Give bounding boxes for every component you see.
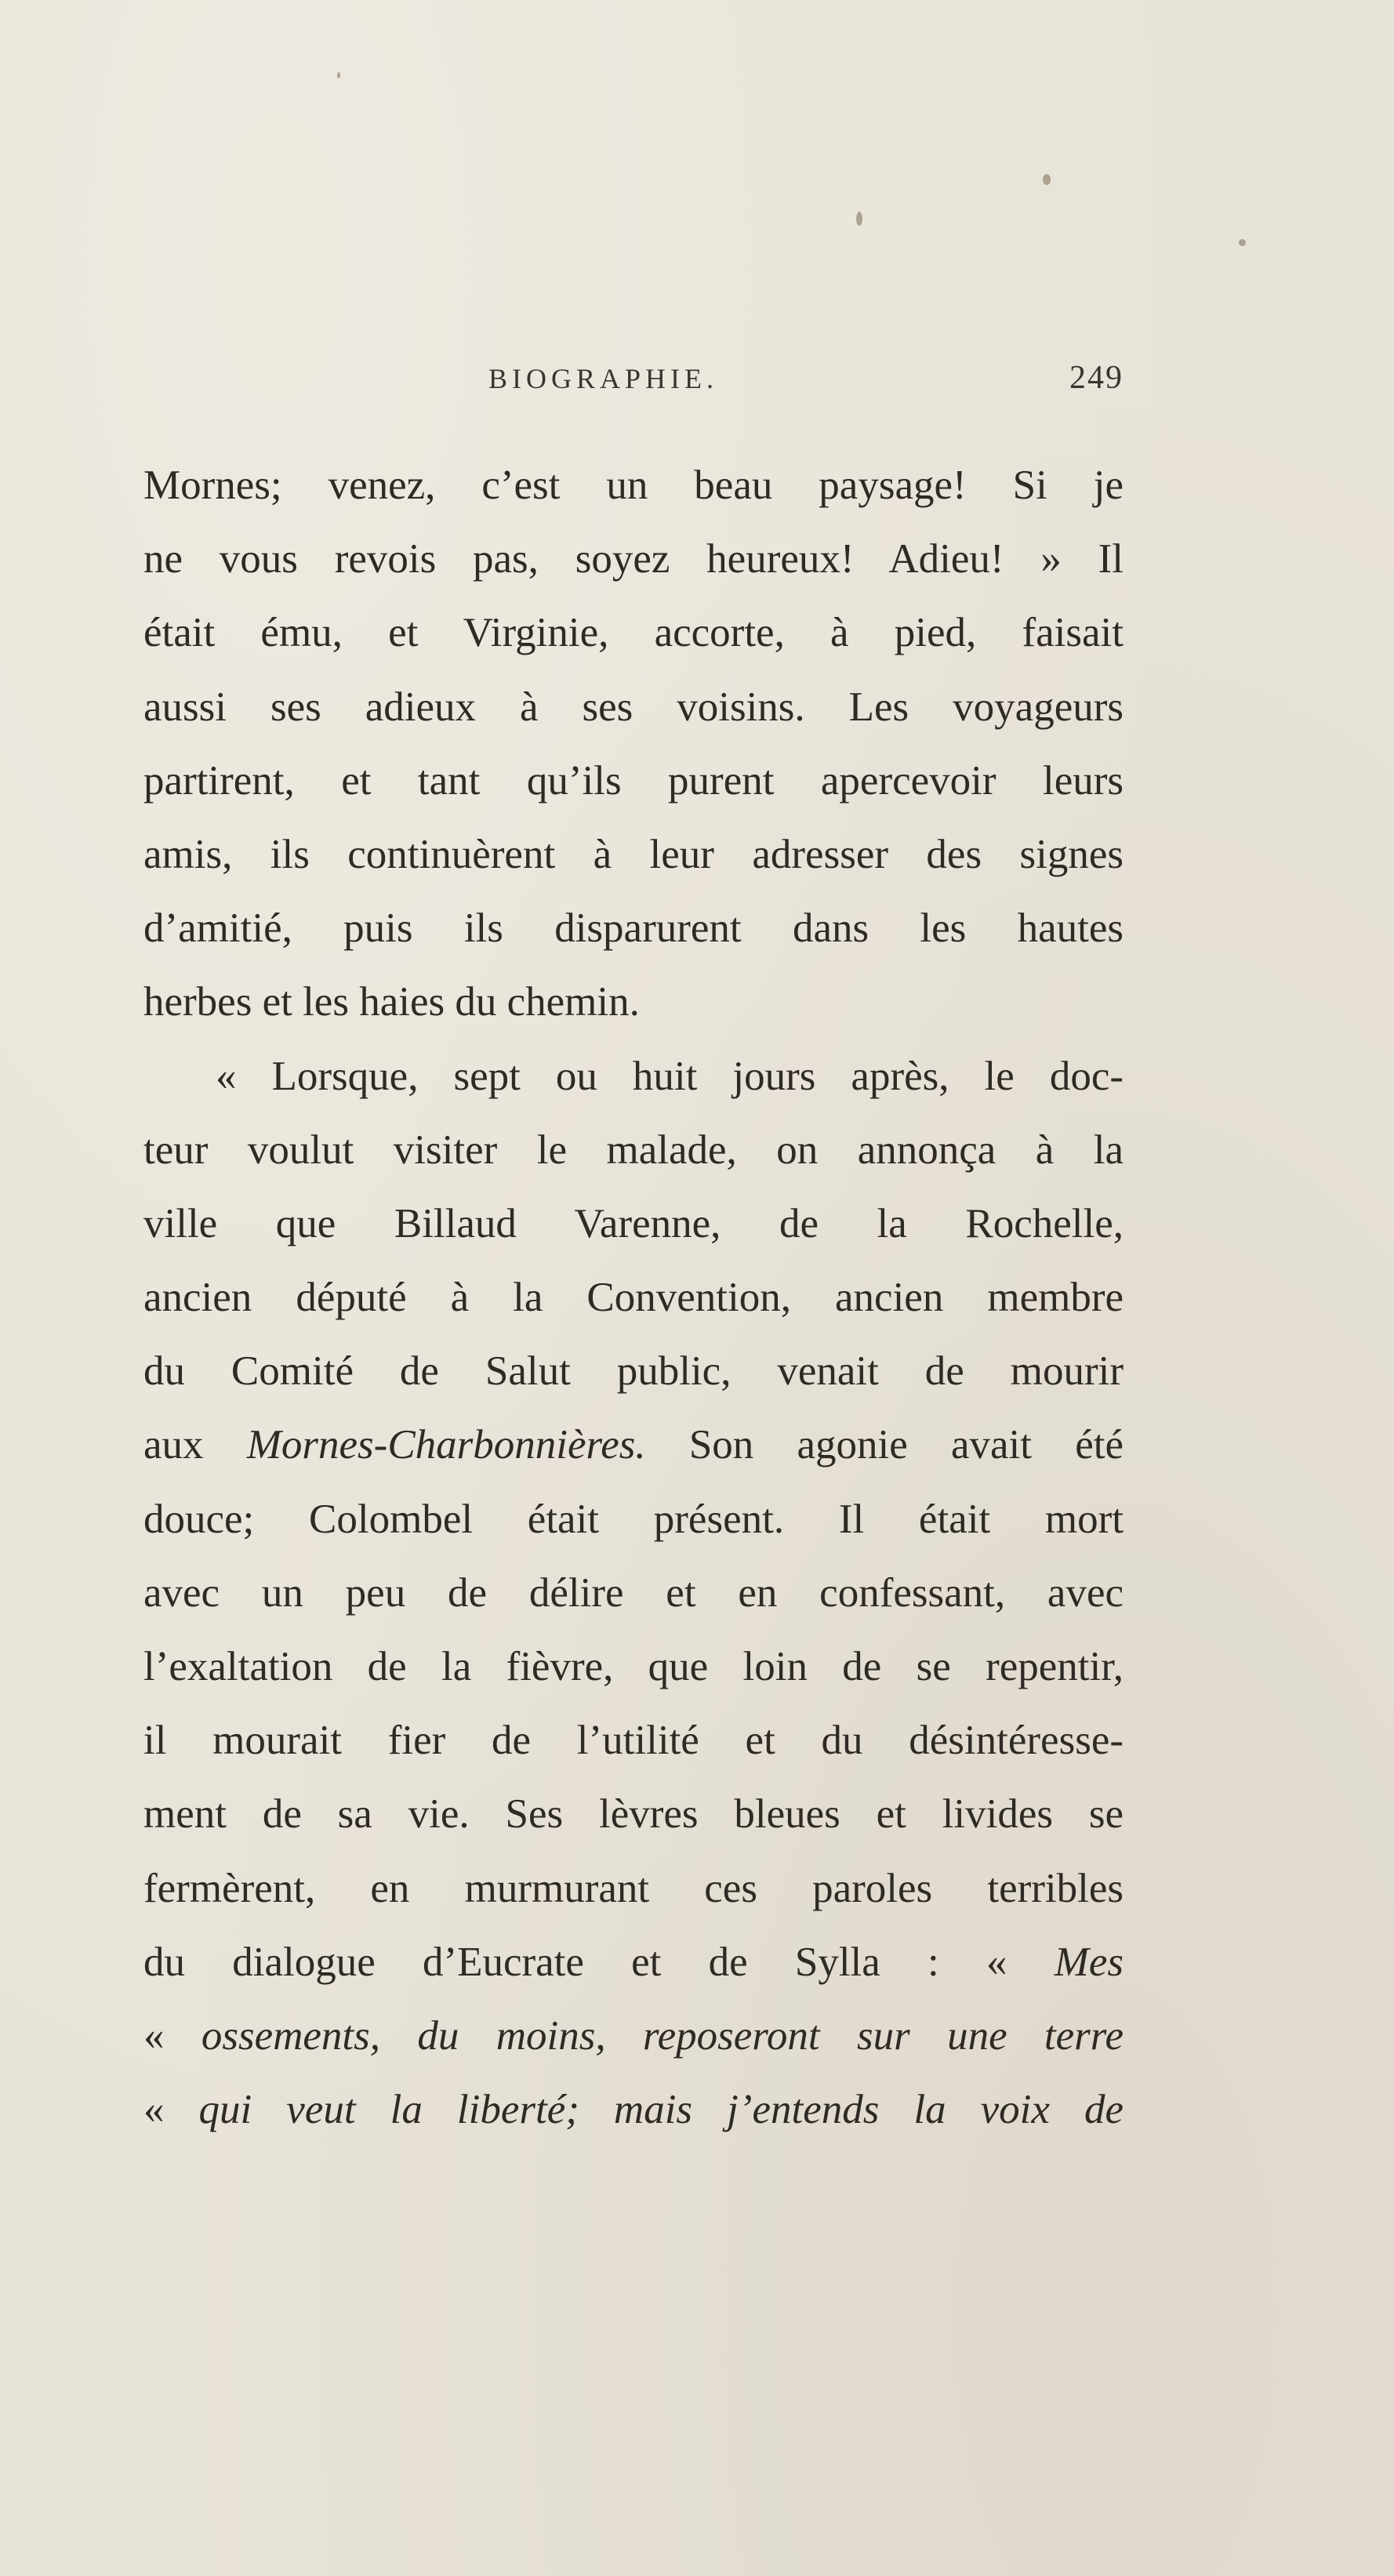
text-line: [143, 1408, 1124, 1482]
text-line: douce; Colombel était présent. Il était mort: [143, 1496, 1124, 1542]
paper-speck: [856, 212, 862, 226]
text-line: [143, 2073, 1124, 2146]
text-line: [143, 1925, 1124, 1999]
paragraph-start-line: « Lorsque, sept ou huit jours après, le doc-: [216, 1053, 1124, 1099]
running-title: BIOGRAPHIE.: [488, 363, 719, 394]
text-run: Son agonie avait été: [645, 1422, 1124, 1468]
text-line: était ému, et Virginie, accorte, à pied, faisait: [143, 610, 1124, 656]
text-run: du dialogue d’Eucrate et de Sylla : «: [143, 1939, 1055, 1985]
italic-quote: ossements, du moins, reposeront sur une terre: [201, 2012, 1124, 2059]
text-line: l’exaltation de la fièvre, que loin de se repentir,: [143, 1644, 1124, 1689]
text-line: Mornes; venez, c’est un beau paysage! Si je: [143, 463, 1124, 508]
page-number: 249: [1069, 360, 1124, 396]
page-header: [143, 362, 1124, 409]
body-text: [143, 448, 1124, 2146]
italic-place-name: Mornes-Charbonnières.: [246, 1422, 646, 1468]
text-line: [143, 1999, 1124, 2073]
paragraph-end-line: herbes et les haies du chemin.: [143, 979, 640, 1025]
text-line: partirent, et tant qu’ils purent apercevoir leurs: [143, 757, 1124, 804]
text-line: amis, ils continuèrent à leur adresser des signes: [143, 831, 1124, 877]
quote-mark: «: [143, 2087, 199, 2133]
text-line: d’amitié, puis ils disparurent dans les hautes: [143, 905, 1124, 952]
paper-speck: [1043, 174, 1051, 185]
text-line: teur voulut visiter le malade, on annonça à la: [143, 1127, 1124, 1173]
text-line: fermèrent, en murmurant ces paroles terribles: [143, 1865, 1124, 1911]
quote-mark: «: [143, 2012, 201, 2059]
italic-quote: Mes: [1054, 1939, 1124, 1985]
text-line: avec un peu de délire et en confessant, avec: [143, 1569, 1124, 1616]
text-run: aux: [143, 1422, 247, 1468]
paper-speck: [1239, 239, 1246, 246]
text-line: aussi ses adieux à ses voisins. Les voyageurs: [143, 684, 1124, 730]
text-line: ville que Billaud Varenne, de la Rochelle,: [143, 1200, 1124, 1246]
text-line: ne vous revois pas, soyez heureux! Adieu! » Il: [143, 536, 1124, 582]
text-line: ment de sa vie. Ses lèvres bleues et livides se: [143, 1791, 1124, 1838]
paper-speck: [337, 72, 340, 78]
text-line: il mourait fier de l’utilité et du désintéresse-: [143, 1718, 1124, 1764]
italic-quote: qui veut la liberté; mais j’entends la voix de: [198, 2087, 1124, 2133]
text-line: du Comité de Salut public, venait de mourir: [143, 1348, 1124, 1395]
text-line: ancien député à la Convention, ancien membre: [143, 1275, 1124, 1321]
